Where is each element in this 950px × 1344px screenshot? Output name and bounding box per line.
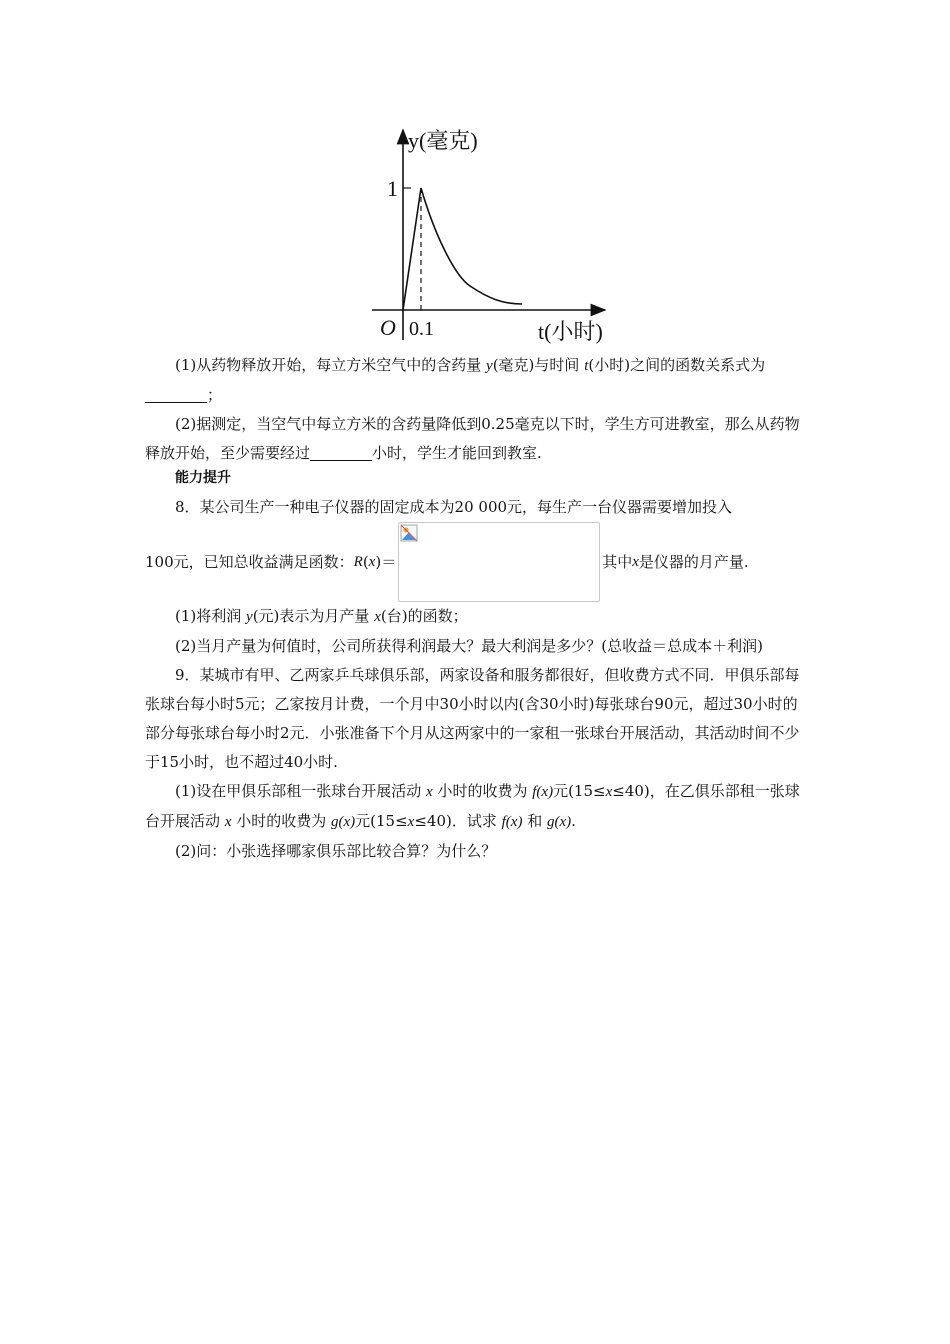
section-block xyxy=(145,464,805,866)
y-tick-label: 1 xyxy=(387,176,398,201)
broken-image-icon xyxy=(400,524,418,542)
q9-part-2: (2)问：小张选择哪家俱乐部比较合算？为什么？ xyxy=(175,842,497,860)
section-heading: 能力提升 xyxy=(175,470,231,486)
q8-part-2: (2)当月产量为何值时，公司所获得利润最大？最大利润是多少？(总收益＝总成本＋利润) xyxy=(175,637,763,655)
drug-concentration-graph xyxy=(360,118,620,350)
question-7-parts xyxy=(145,351,805,468)
q8-stem-line-2: 100元，已知总收益满足函数： R ( x )＝ 其中 x 是仪器的月产量. xyxy=(145,522,805,602)
q8-stem-line-1: 8．某公司生产一种电子仪器的固定成本为20 000元，每生产一台仪器需要增加投入 xyxy=(175,498,733,516)
q9-part-1: (1)设在甲俱乐部租一张球台开展活动 x 小时的收费为 f(x)元(15≤x≤40)，在乙俱乐部租一张球台开展活动 x 小时的收费为 g(x)元(15≤x≤40)．试求 f(x) 和 g(x). xyxy=(145,782,800,830)
q8-part-1: (1)将利润 y(元)表示为月产量 x(台)的函数； xyxy=(175,607,468,625)
q7-part-2: (2)据测定，当空气中每立方米的含药量降低到0.25毫克以下时，学生方可进教室，那么从药物释放开始，至少需要经过 小时，学生才能回到教室. xyxy=(145,415,800,462)
origin-label: O xyxy=(380,315,396,340)
q7-part-1: (1)从药物释放开始，每立方米空气中的含药量 y(毫克)与时间 t(小时)之间的函数关系式为； xyxy=(145,351,805,410)
answer-blank-1 xyxy=(145,386,207,403)
graph-svg xyxy=(360,118,620,350)
x-tick-label: 0.1 xyxy=(409,318,434,340)
x-axis-label: t(小时) xyxy=(538,319,603,344)
y-axis-label: y(毫克) xyxy=(408,128,478,153)
formula-image-placeholder xyxy=(398,522,600,602)
q9-stem: 9．某城市有甲、乙两家乒乓球俱乐部，两家设备和服务都很好，但收费方式不同．甲俱乐部每张球台每小时5元；乙家按月计费，一个月中30小时以内(含30小时)每张球台90元，超过30小时的部分每张球台每小时2元．小张准备下个月从这两家中的一家租一张球台开展活动，其活动时间不少于15小时，也不超过40小时. xyxy=(145,666,800,771)
answer-blank-2 xyxy=(310,444,372,461)
